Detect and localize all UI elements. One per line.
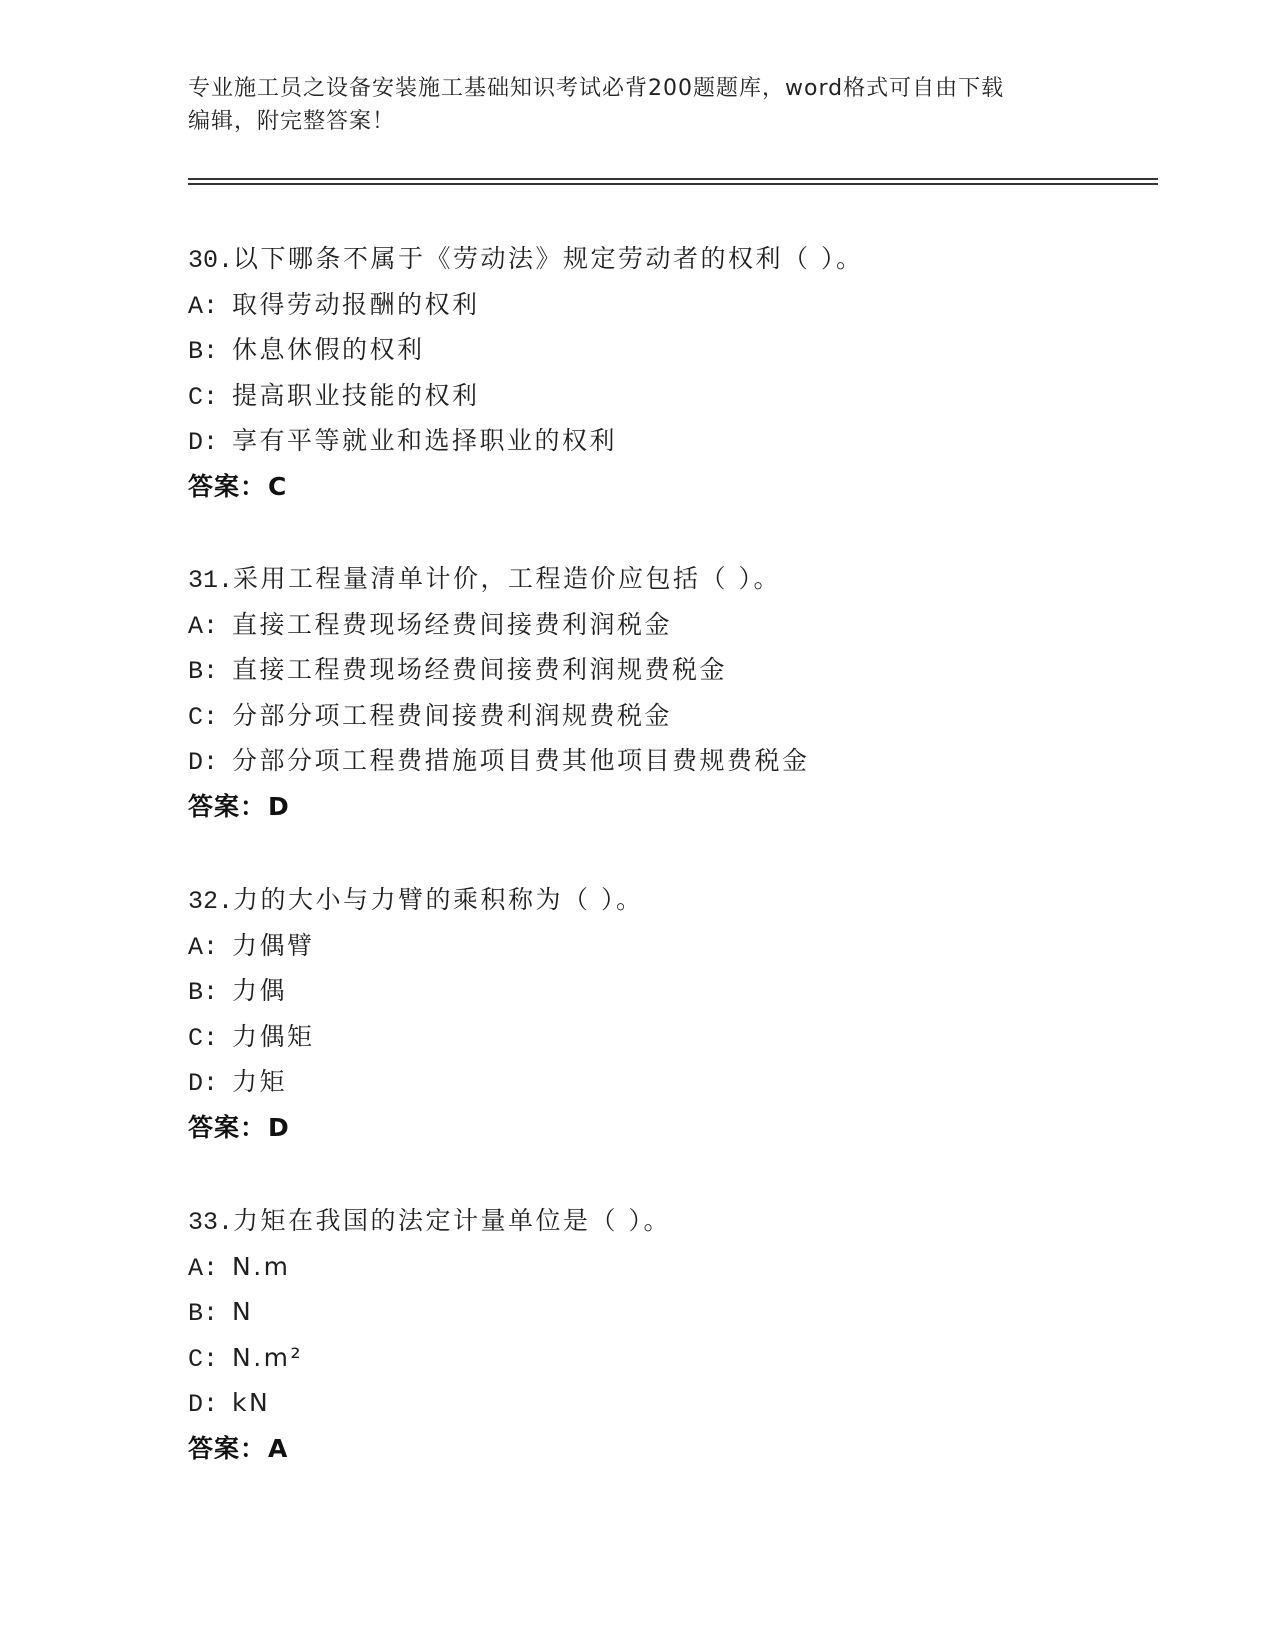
answer-label: 答案： xyxy=(188,1112,267,1142)
option-b xyxy=(188,327,1168,373)
option-text: 直接工程费现场经费间接费利润税金 xyxy=(232,609,673,639)
option-letter: A: xyxy=(188,611,219,641)
question-33 xyxy=(188,1198,1168,1471)
option-b xyxy=(188,647,1168,693)
option-c xyxy=(188,373,1168,419)
option-d xyxy=(188,738,1168,784)
option-letter: B: xyxy=(188,978,219,1007)
option-letter: B: xyxy=(188,337,219,366)
option-a xyxy=(188,923,1168,969)
question-text: 力矩在我国的法定计量单位是（ ）。 xyxy=(233,1206,671,1235)
option-text: N.m xyxy=(232,1251,291,1281)
option-d xyxy=(188,1380,1168,1426)
option-d xyxy=(188,418,1168,464)
answer-value: C xyxy=(268,471,288,501)
option-text: 力偶矩 xyxy=(232,1021,315,1051)
option-letter: B: xyxy=(188,1299,219,1328)
option-letter: A: xyxy=(188,291,219,321)
option-a xyxy=(188,1244,1168,1290)
option-letter: D: xyxy=(188,748,219,777)
option-text: 力偶 xyxy=(232,976,288,1005)
answer-label: 答案： xyxy=(188,1433,267,1463)
option-text: 力矩 xyxy=(232,1067,288,1096)
option-text: 提高职业技能的权利 xyxy=(232,380,480,410)
option-a xyxy=(188,282,1168,328)
option-text: 力偶臂 xyxy=(232,930,315,960)
option-c xyxy=(188,1014,1168,1060)
question-31 xyxy=(188,556,1168,829)
option-text: 分部分项工程费措施项目费其他项目费规费税金 xyxy=(232,746,810,775)
option-text: 休息休假的权利 xyxy=(232,335,425,364)
answer-line xyxy=(188,1105,1168,1151)
option-text: N xyxy=(232,1297,254,1326)
question-stem xyxy=(188,236,1168,282)
option-text: 享有平等就业和选择职业的权利 xyxy=(232,426,618,455)
option-letter: D: xyxy=(188,1390,219,1419)
question-stem xyxy=(188,1198,1168,1244)
question-30 xyxy=(188,236,1168,509)
option-letter: D: xyxy=(188,1069,219,1098)
option-text: kN xyxy=(232,1388,271,1417)
question-text: 以下哪条不属于《劳动法》规定劳动者的权利（ ）。 xyxy=(233,244,864,273)
answer-label: 答案： xyxy=(188,471,267,501)
answer-line xyxy=(188,1426,1168,1472)
option-text: N.m² xyxy=(232,1342,304,1372)
answer-line xyxy=(188,464,1168,510)
answer-value: D xyxy=(268,1112,290,1142)
option-letter: A: xyxy=(188,1253,219,1283)
question-number: 30. xyxy=(188,246,234,275)
question-stem xyxy=(188,877,1168,923)
header-title-line-2: 编辑，附完整答案！ xyxy=(188,109,396,134)
option-letter: C: xyxy=(188,702,219,732)
header-divider-top xyxy=(188,178,1158,180)
header-title-line-1: 专业施工员之设备安装施工基础知识考试必背200题题库，word格式可自由下载 xyxy=(188,76,1005,101)
option-c xyxy=(188,693,1168,739)
option-text: 直接工程费现场经费间接费利润规费税金 xyxy=(232,655,728,684)
option-text: 取得劳动报酬的权利 xyxy=(232,289,480,319)
option-b xyxy=(188,1289,1168,1335)
question-number: 32. xyxy=(188,887,234,916)
answer-value: A xyxy=(268,1433,289,1463)
option-letter: C: xyxy=(188,382,219,412)
option-letter: B: xyxy=(188,657,219,686)
answer-line xyxy=(188,784,1168,830)
document-header xyxy=(188,72,1088,138)
question-text: 力的大小与力臂的乘积称为（ ）。 xyxy=(233,885,644,914)
answer-value: D xyxy=(268,791,290,821)
header-divider-bottom xyxy=(188,183,1158,185)
question-32 xyxy=(188,877,1168,1150)
option-letter: C: xyxy=(188,1344,219,1374)
answer-label: 答案： xyxy=(188,791,267,821)
option-b xyxy=(188,968,1168,1014)
option-a xyxy=(188,602,1168,648)
option-d xyxy=(188,1059,1168,1105)
option-letter: C: xyxy=(188,1023,219,1053)
question-number: 31. xyxy=(188,566,234,595)
option-c xyxy=(188,1335,1168,1381)
question-text: 采用工程量清单计价，工程造价应包括（ ）。 xyxy=(233,564,781,593)
question-stem xyxy=(188,556,1168,602)
option-letter: D: xyxy=(188,428,219,457)
option-letter: A: xyxy=(188,932,219,962)
question-number: 33. xyxy=(188,1208,234,1237)
option-text: 分部分项工程费间接费利润规费税金 xyxy=(232,700,673,730)
